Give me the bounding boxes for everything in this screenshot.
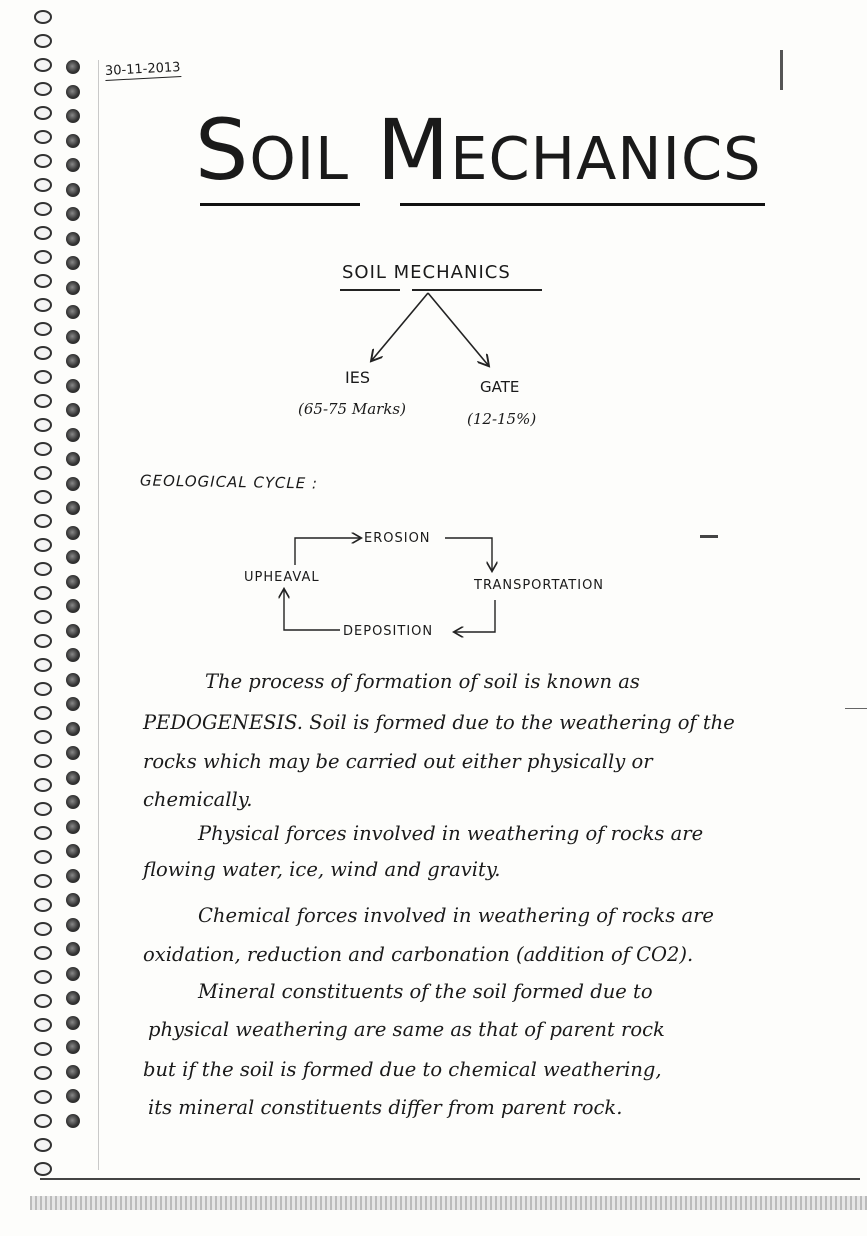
spiral-ring: [34, 250, 52, 264]
arrow-to-ies: [372, 293, 428, 360]
spiral-ring: [34, 586, 52, 600]
arrow-upheaval-to-erosion: [295, 538, 360, 565]
punch-hole: [66, 256, 80, 270]
punch-hole: [66, 1040, 80, 1054]
spiral-ring: [34, 538, 52, 552]
note-line: Mineral constituents of the soil formed due to: [198, 980, 653, 1003]
cycle-stage-erosion: EROSION: [364, 531, 431, 546]
spiral-ring: [34, 442, 52, 456]
punch-hole: [66, 991, 80, 1005]
punch-hole: [66, 918, 80, 932]
spiral-ring: [34, 826, 52, 840]
note-line: rocks which may be carried out either physically or: [143, 750, 653, 773]
spiral-ring: [34, 658, 52, 672]
note-date: 30-11-2013: [104, 60, 181, 79]
pen-mark: [845, 708, 867, 709]
spiral-ring: [34, 754, 52, 768]
punch-hole: [66, 109, 80, 123]
spiral-ring: [34, 154, 52, 168]
spiral-ring: [34, 1066, 52, 1080]
arrow-deposition-to-upheaval: [284, 590, 340, 630]
spiral-ring: [34, 418, 52, 432]
punch-hole: [66, 648, 80, 662]
spiral-ring: [34, 970, 52, 984]
spiral-ring: [34, 346, 52, 360]
punch-hole: [66, 158, 80, 172]
page-bottom-line: [40, 1178, 860, 1180]
spiral-ring: [34, 634, 52, 648]
spiral-ring: [34, 706, 52, 720]
spiral-ring: [34, 34, 52, 48]
spiral-ring: [34, 946, 52, 960]
cycle-stage-transportation: TRANSPORTATION: [474, 578, 605, 593]
spiral-ring: [34, 922, 52, 936]
punch-hole: [66, 501, 80, 515]
punch-hole: [66, 673, 80, 687]
spiral-ring: [34, 562, 52, 576]
cycle-stage-deposition: DEPOSITION: [343, 624, 434, 639]
punch-hole: [66, 869, 80, 883]
subject-title: SOIL MECHANICS: [342, 262, 511, 283]
punch-hole: [66, 232, 80, 246]
spiral-ring: [34, 1090, 52, 1104]
punch-hole: [66, 281, 80, 295]
punch-hole: [66, 428, 80, 442]
page-edge-strip: [30, 1196, 867, 1210]
note-line: PEDOGENESIS. Soil is formed due to the weathering of the: [143, 711, 735, 734]
punch-hole: [66, 599, 80, 613]
punch-hole: [66, 60, 80, 74]
punch-hole: [66, 1016, 80, 1030]
arrow-transportation-to-deposition: [455, 600, 495, 632]
arrow-to-gate: [428, 293, 488, 365]
arrow-erosion-to-transportation: [445, 538, 492, 570]
punch-hole: [66, 624, 80, 638]
spiral-ring: [34, 514, 52, 528]
punch-hole: [66, 85, 80, 99]
spiral-ring: [34, 1138, 52, 1152]
punch-hole: [66, 1089, 80, 1103]
title-underline: [200, 203, 360, 206]
punch-hole: [66, 330, 80, 344]
note-line: flowing water, ice, wind and gravity.: [143, 858, 501, 881]
cycle-stage-upheaval: UPHEAVAL: [244, 570, 320, 585]
spiral-ring: [34, 802, 52, 816]
punch-hole: [66, 183, 80, 197]
punch-hole: [66, 134, 80, 148]
spiral-ring: [34, 130, 52, 144]
section-heading: GEOLOGICAL CYCLE :: [139, 471, 319, 493]
spiral-ring: [34, 682, 52, 696]
spiral-ring: [34, 898, 52, 912]
spiral-ring: [34, 226, 52, 240]
pen-mark: [700, 535, 718, 538]
punch-hole: [66, 305, 80, 319]
exam-gate: GATE: [480, 378, 520, 396]
punch-hole: [66, 1114, 80, 1128]
spiral-ring: [34, 466, 52, 480]
punch-hole: [66, 942, 80, 956]
punch-hole: [66, 746, 80, 760]
punch-hole: [66, 452, 80, 466]
cycle-diagram-arrows: [240, 520, 670, 650]
margin-line: [98, 60, 99, 1170]
note-line: oxidation, reduction and carbonation (addition of CO2).: [143, 943, 694, 966]
note-line: Physical forces involved in weathering of rocks are: [198, 822, 704, 845]
title-underline: [400, 203, 765, 206]
punch-hole: [66, 379, 80, 393]
spiral-ring: [34, 1042, 52, 1056]
spiral-ring: [34, 1114, 52, 1128]
punch-hole: [66, 893, 80, 907]
spiral-ring: [34, 874, 52, 888]
note-line: The process of formation of soil is known as: [205, 670, 640, 693]
spiral-ring: [34, 1162, 52, 1176]
page-title: Soil Mechanics: [195, 101, 762, 199]
punch-hole: [66, 820, 80, 834]
spiral-ring: [34, 394, 52, 408]
punch-hole: [66, 575, 80, 589]
spiral-ring: [34, 610, 52, 624]
punch-hole: [66, 1065, 80, 1079]
spiral-ring: [34, 850, 52, 864]
spiral-ring: [34, 370, 52, 384]
spiral-ring: [34, 178, 52, 192]
spiral-ring: [34, 82, 52, 96]
punch-hole: [66, 771, 80, 785]
spiral-ring: [34, 322, 52, 336]
note-line: chemically.: [143, 788, 253, 811]
spiral-ring: [34, 730, 52, 744]
punch-hole: [66, 354, 80, 368]
exam-ies: IES: [345, 368, 370, 387]
spiral-ring: [34, 778, 52, 792]
pen-mark: [780, 50, 783, 90]
punch-hole: [66, 697, 80, 711]
branch-arrows: [340, 285, 540, 385]
punch-hole: [66, 550, 80, 564]
punch-hole: [66, 477, 80, 491]
punch-hole: [66, 795, 80, 809]
note-line: physical weathering are same as that of parent rock: [148, 1018, 665, 1041]
spiral-ring: [34, 10, 52, 24]
punch-holes: [66, 60, 86, 1140]
note-line: but if the soil is formed due to chemical weathering,: [143, 1058, 662, 1081]
spiral-ring: [34, 994, 52, 1008]
spiral-ring: [34, 106, 52, 120]
exam-ies-marks: (65-75 Marks): [298, 400, 406, 418]
spiral-ring: [34, 298, 52, 312]
punch-hole: [66, 403, 80, 417]
punch-hole: [66, 722, 80, 736]
punch-hole: [66, 844, 80, 858]
punch-hole: [66, 967, 80, 981]
punch-hole: [66, 207, 80, 221]
spiral-binding: [28, 10, 58, 1190]
note-line: its mineral constituents differ from parent rock.: [148, 1096, 623, 1119]
punch-hole: [66, 526, 80, 540]
note-line: Chemical forces involved in weathering of rocks are: [198, 904, 714, 927]
spiral-ring: [34, 274, 52, 288]
exam-gate-marks: (12-15%): [467, 410, 537, 428]
spiral-ring: [34, 1018, 52, 1032]
spiral-ring: [34, 490, 52, 504]
spiral-ring: [34, 202, 52, 216]
spiral-ring: [34, 58, 52, 72]
